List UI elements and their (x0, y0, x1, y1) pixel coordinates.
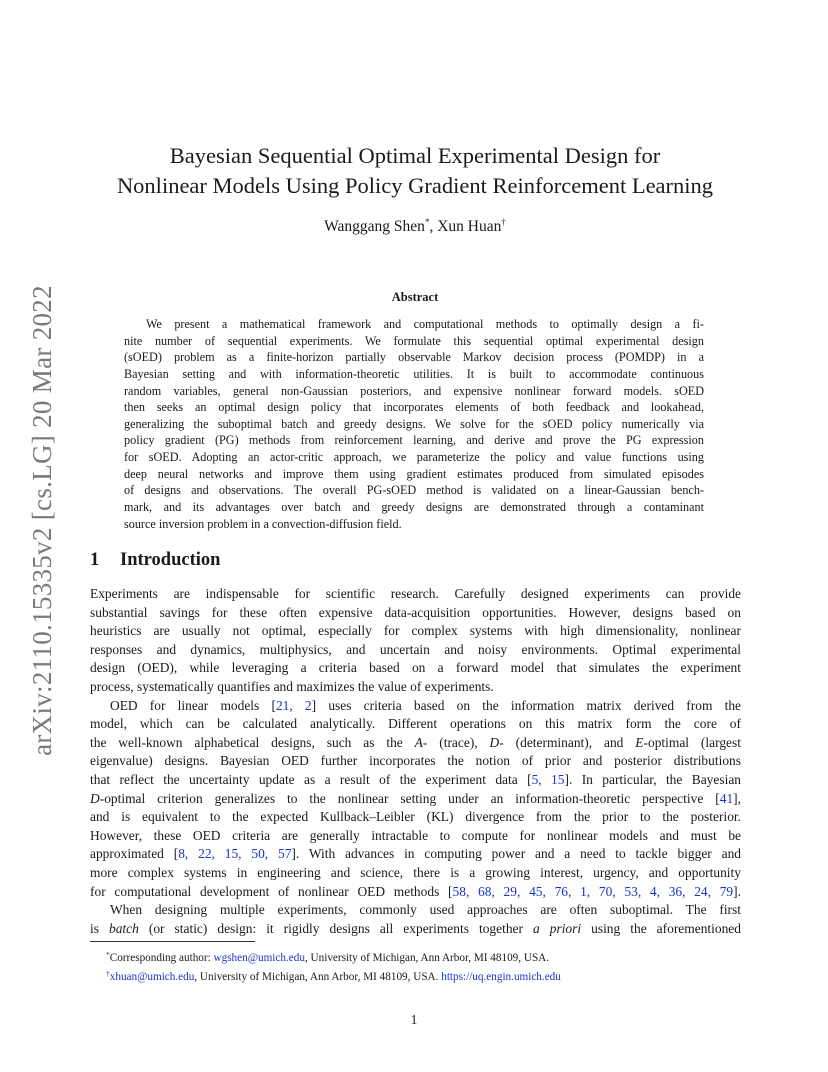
body-line: D-optimal criterion generalizes to the nonlinear setting under an information-theoretic perspective [41], (90, 790, 741, 806)
author-separator: , (429, 218, 438, 235)
website-link[interactable]: https://uq.engin.umich.edu (441, 971, 561, 983)
body-text (90, 585, 741, 938)
body-line: the well-known alphabetical designs, such as the A- (trace), D- (determinant), and E-optimal (largest (90, 734, 741, 750)
abstract-line: random variables, general non-Gaussian posteriors, and expensive nonlinear forward models. sOED (124, 383, 704, 398)
abstract-line: mark, and its advantages over batch and greedy designs are demonstrated through a contaminant (124, 500, 704, 515)
citation-link[interactable]: 21, 2 (275, 697, 312, 713)
body-line: approximated [8, 22, 15, 50, 57]. With advances in computing power and a need to tackle bigger and (90, 846, 742, 862)
abstract-line: source inversion problem in a convection-diffusion field. (124, 516, 402, 531)
body-line: substantial savings for these often expensive data-acquisition opportunities. However, designs based on (90, 604, 741, 620)
body-line: eigenvalue) designs. Bayesian OED further incorporates the notion of prior and posterior distributions (90, 753, 741, 769)
body-line: When designing multiple experiments, commonly used approaches are often suboptimal. The first (110, 902, 741, 918)
abstract-body (124, 316, 704, 532)
body-line: heuristics are usually not optimal, especially for complex systems with high dimensionality, nonlinear (90, 623, 741, 639)
paper-title (90, 141, 740, 201)
body-line: However, these OED criteria are generally intractable to compute for nonlinear models and must be (90, 827, 741, 843)
body-line: responses and dynamics, multiphysics, and uncertain and noisy environments. Optimal experimental (90, 641, 741, 657)
section-title-text: Introduction (120, 550, 221, 570)
abstract-heading: Abstract (391, 290, 439, 304)
citation-link[interactable]: 58, 68, 29, 45, 76, 1, 70, 53, 4, 36, 24, 79 (452, 883, 734, 899)
section-number: 1 (90, 550, 100, 570)
footnote-marker: * (106, 950, 110, 959)
footnote-marker: † (106, 969, 110, 978)
abstract-line: for sOED. Adopting an actor-critic approach, we parameterize the policy and value functions using (124, 450, 704, 465)
body-line: OED for linear models [21, 2] uses criteria based on the information matrix derived from the (110, 697, 742, 713)
body-line: more complex systems in engineering and science, there is a growing interest, urgency, and opportunity (90, 864, 741, 880)
footnotes (90, 947, 741, 985)
email-link[interactable]: wgshen@umich.edu (213, 952, 305, 964)
title-line-1: Bayesian Sequential Optimal Experimental Design for (169, 143, 661, 168)
section-heading (90, 550, 220, 571)
body-line: process, systematically quantifies and maximizes the value of experiments. (90, 678, 494, 694)
body-line: that reflect the uncertainty update as a result of the experiment data [5, 15]. In particular, the Bayesian (90, 771, 741, 787)
author-name: Wanggang Shen (324, 218, 425, 235)
footnote-marker[interactable]: † (501, 217, 506, 227)
title-line-2: Nonlinear Models Using Policy Gradient Reinforcement Learning (116, 173, 714, 198)
abstract-line: We present a mathematical framework and computational methods to optimally design a fi- (146, 317, 704, 331)
abstract-line: Bayesian setting and with information-theoretic utilities. It is built to accommodate continuous (124, 366, 704, 381)
abstract-line: generalizing the suboptimal batch and greedy designs. We solve for the sOED policy numerically via (124, 416, 704, 431)
footnote-2: †xhuan@umich.edu, University of Michigan, Ann Arbor, MI 48109, USA. https://uq.engin.umich.edu (106, 969, 561, 983)
abstract-line: policy gradient (PG) methods from reinforcement learning, and derive and prove the PG expression (124, 433, 704, 448)
citation-link[interactable]: 8, 22, 15, 50, 57 (178, 846, 292, 862)
citation-link[interactable]: 5, 15 (531, 771, 565, 787)
citation-link[interactable]: 41 (719, 790, 734, 806)
abstract-line: nite number of sequential experiments. We formulate this sequential optimal experimental design (124, 333, 704, 348)
author-name: Xun Huan (437, 218, 502, 235)
abstract-line: (sOED) problem as a finite-horizon partially observable Markov decision process (POMDP) in a (124, 350, 704, 365)
body-line: model, which can be calculated analytically. Different operations on this matrix form the core of (90, 716, 741, 732)
arxiv-identifier-text: arXiv:2110.15335v2 [cs.LG] 20 Mar 2022 (26, 285, 57, 756)
body-line: and is equivalent to the expected Kullback–Leibler (KL) divergence from the prior to the posterior. (90, 809, 741, 825)
footnote-1: *Corresponding author: wgshen@umich.edu, University of Michigan, Ann Arbor, MI 48109, USA. (106, 950, 550, 964)
body-line: Experiments are indispensable for scientific research. Carefully designed experiments can provide (90, 586, 741, 601)
body-line: is batch (or static) design: it rigidly designs all experiments together a priori using the aforementioned (90, 920, 741, 936)
footnote-divider (90, 941, 255, 942)
abstract-line: of designs and observations. The overall PG-sOED method is validated on a linear-Gaussian bench- (124, 483, 704, 498)
arxiv-identifier-stamp (20, 283, 64, 758)
email-link[interactable]: xhuan@umich.edu (109, 971, 195, 983)
abstract-line: deep neural networks and improve them using gradient estimates produced from simulated episodes (124, 466, 704, 481)
author-list (90, 217, 740, 236)
body-line: for computational development of nonlinear OED methods [58, 68, 29, 45, 76, 1, 70, 53, 4, 36, 24, 79]. (90, 883, 741, 899)
footnote-marker[interactable]: * (424, 217, 430, 227)
abstract-line: then seeks an optimal design policy that incorporates elements of both feedback and lookahead, (124, 400, 704, 415)
body-line: design (OED), while leveraging a criteria based on a forward model that simulates the experiment (90, 660, 741, 676)
page-number: 1 (410, 1012, 418, 1027)
